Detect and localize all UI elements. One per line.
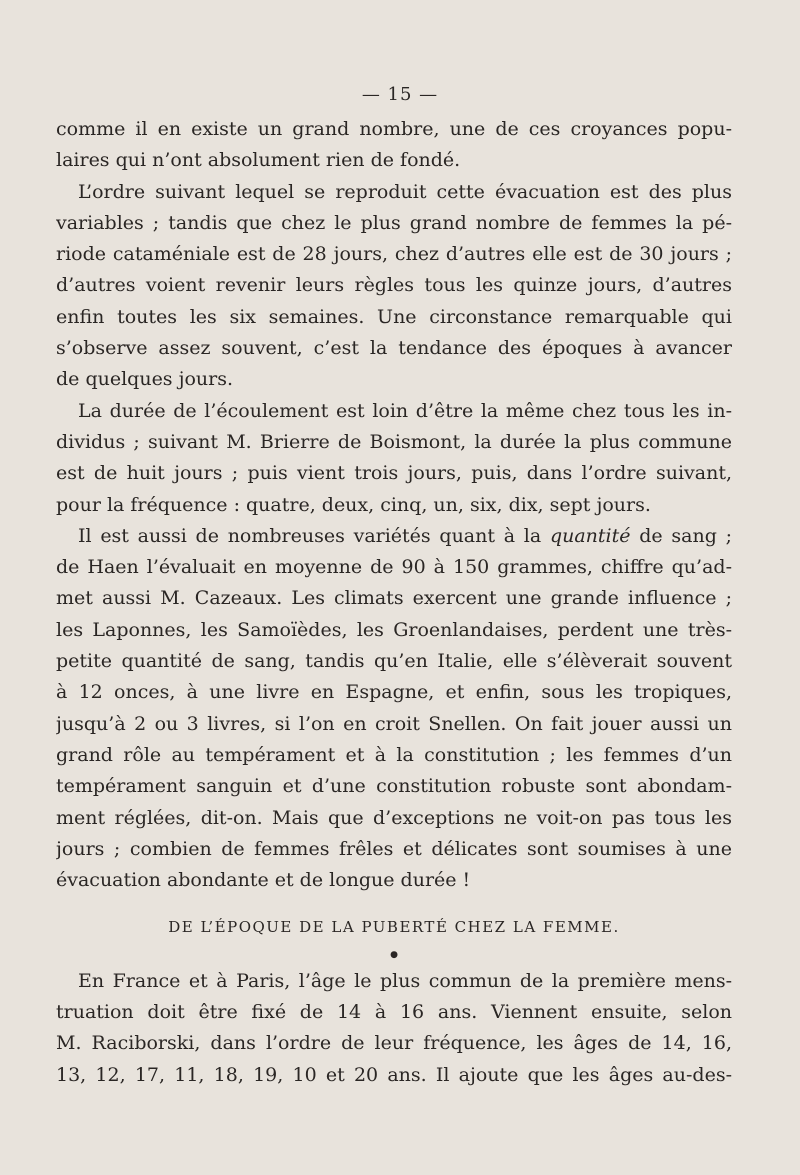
text-line: jusqu’à 2 ou 3 livres, si l’on en croit Snellen. On fait jouer aussi un (56, 712, 732, 735)
text-line: dividus ; suivant M. Brierre de Boismont, la durée la plus commune (56, 430, 732, 453)
text-span: Il est aussi de nombreuses variétés quant à la (78, 524, 550, 547)
text-line: met aussi M. Cazeaux. Les climats exercent une grande influence ; (56, 587, 732, 610)
text-line (56, 521, 732, 552)
text-line: à 12 onces, à une livre en Espagne, et enfin, sous les tropiques, (56, 681, 732, 704)
text-line: petite quantité de sang, tandis qu’en Italie, elle s’élèverait souvent (56, 650, 732, 673)
text-line: ment réglées, dit-on. Mais que d’exceptions ne voit-on pas tous les (56, 806, 732, 829)
italic-word: quantité (549, 524, 631, 547)
text-line: M. Raciborski, dans l’ordre de leur fréquence, les âges de 14, 16, (56, 1032, 732, 1055)
text-line: truation doit être fixé de 14 à 16 ans. Viennent ensuite, selon (56, 1001, 732, 1024)
text-line: les Laponnes, les Samoïèdes, les Groenlandaises, perdent une très- (56, 618, 732, 641)
text-line: d’autres voient revenir leurs règles tous les quinze jours, d’autres (56, 274, 732, 297)
text-line: de Haen l’évaluait en moyenne de 90 à 150 grammes, chiffre qu’ad- (56, 556, 732, 579)
text-line: s’observe assez souvent, c’est la tendance des époques à avancer (56, 337, 732, 360)
text-line: de quelques jours. (56, 368, 234, 391)
text-line: En France et à Paris, l’âge le plus commun de la première mens- (78, 969, 732, 992)
body-text (56, 114, 732, 1091)
text-line: enfin toutes les six semaines. Une circonstance remarquable qui (56, 305, 732, 328)
text-line: jours ; combien de femmes frêles et délicates sont soumises à une (56, 837, 732, 860)
text-line: tempérament sanguin et d’une constitution robuste sont abondam- (56, 775, 732, 798)
page-number: — 15 — (361, 84, 439, 105)
text-line: L’ordre suivant lequel se reproduit cette évacuation est des plus (78, 180, 732, 203)
text-line: La durée de l’écoulement est loin d’être la même chez tous les in- (78, 399, 732, 422)
text-span: de sang ; (630, 524, 732, 547)
text-line: est de huit jours ; puis vient trois jours, puis, dans l’ordre suivant, (56, 462, 732, 485)
text-line: 13, 12, 17, 11, 18, 19, 10 et 20 ans. Il ajoute que les âges au-des- (56, 1063, 732, 1086)
text-line: grand rôle au tempérament et à la constitution ; les femmes d’un (56, 743, 732, 766)
text-line: comme il en existe un grand nombre, une de ces croyances popu- (56, 118, 732, 140)
text-line: variables ; tandis que chez le plus grand nombre de femmes la pé- (56, 211, 732, 234)
text-line: pour la fréquence : quatre, deux, cinq, un, six, dix, sept jours. (56, 493, 651, 516)
text-line: riode cataméniale est de 28 jours, chez d’autres elle est de 30 jours ; (56, 243, 732, 266)
text-line: évacuation abondante et de longue durée ! (56, 869, 471, 892)
text-line: laires qui n’ont absolument rien de fondé. (56, 149, 461, 172)
bullet-ornament-icon: ● (390, 949, 398, 960)
section-heading: DE L’ÉPOQUE DE LA PUBERTÉ CHEZ LA FEMME. (168, 918, 620, 937)
